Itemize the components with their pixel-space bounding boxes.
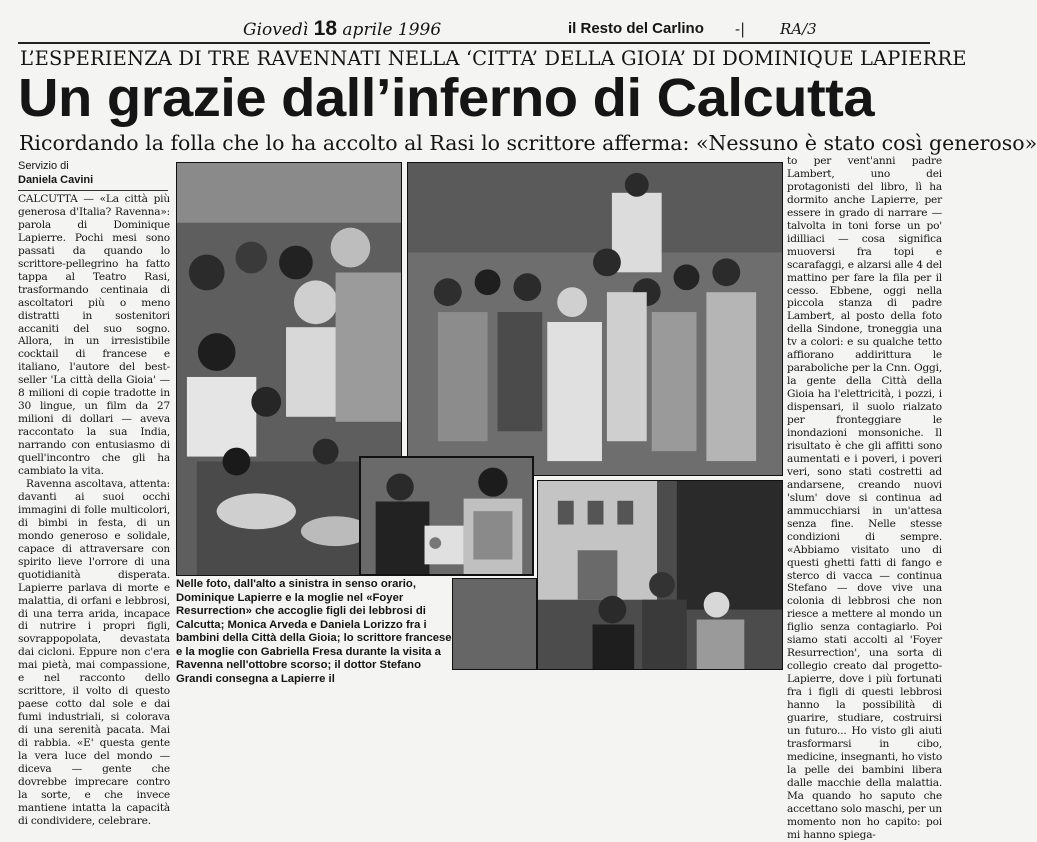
article-paragraph: CALCUTTA — «La città più generosa d'Italia? Ravenna»: parola di Dominique Lapierre. Pochi mesi sono passati da quando lo scrittore-pellegrino ha fatto tappa al Teatro Rasi, trasformando centinaia di ascoltatori più o meno distratti in sostenitori accaniti del suo sogno. Allora, in un irresistibile cocktail di francese e italiano, l'autore del best-seller 'La città della Gioia' — 8 milioni di copie tradotte in 30 lingue, un film da 27 milioni di dollari — aveva raccontato la sua India, narrando con entusiasmo di quell'incontro che gli ha cambiato la vita. (18, 193, 170, 478)
article-column-left (18, 193, 170, 827)
issue-date-number: 18 (313, 17, 338, 40)
article-paragraph: to per vent'anni padre Lambert, uno dei protagonisti del libro, lì ha dormito anche Lapierre, per essere in grado di narrare — talvolta in toni forse un po' idilliaci — cosa significa muoversi fra topi e scarafaggi, e alzarsi alle 4 del mattino per fare la fila per il cesso. Ebbene, oggi nella piccola stanza di padre Lambert, al posto della foto della Sindone, troneggia una tv a colori: e su qualche tetto affiorano addirittura le paraboliche per la Cnn. Oggi, la gente della Città della Gioia ha l'elettricità, i pozzi, i dispensari, il suolo rialzato per fronteggiare le inondazioni monsoniche. Il risultato è che gli affitti sono aumentati e i poveri, i poveri veri, sono stati costretti ad andarsene, creando nuovi 'slum' dove si continua ad ammucchiarsi in un'attesa senza fine. Nelle stesse condizioni di sempre. «Abbiamo visitato uno di questi ghetti fatti di fango e sterco di vacca — continua Stefano — dove vive una colonia di lebbrosi che non riesce a mettere al mondo un figlio senza contagiarlo. Poi siamo stati accolti al 'Foyer Resurrection', una sorta di collegio creato dal progetto-Lapierre, dove i più fortunati fra i figli di questi lebbrosi hanno la possibilità di guarire, studiare, costruirsi un futuro... Ho visto gli aiuti trasformarsi in cibo, medicine, insegnanti, ho visto la pelle dei bambini libera dalle macchie della malattia. Ma quando ho saputo che accettano solo maschi, per un momento non ho capito: poi mi hanno spiega- (787, 155, 942, 841)
page-header (0, 0, 949, 40)
photo-ravenna-visit-image (538, 481, 782, 669)
article-column-right (787, 155, 942, 841)
article-paragraph: Ravenna ascoltava, attenta: davanti ai suoi occhi immagini di folle multicolori, di bimbi in festa, di un mondo generoso e solidale, capace di attraversare con spirito lieve l'orrore di una quotidianità disperata. Lapierre parlava di morte e malattia, di orfani e lebbrosi, di una terra arida, incapace di nutrire i propri figli, sovrappopolata, devastata dai cicloni. Eppure non c'era mai pietà, mai compassione, e nel racconto dello scrittore, il volto di questo paese cotto dal sole e dai fumi industriali, si colorava di una serenità pacata. Mai di rabbia. «E' questa gente la vera luce del mondo — diceva — gente che dovrebbe imprecare contro la sorte, e che invece mantiene intatta la capacità di condividere, celebrare. (18, 477, 170, 827)
photo-donation-stefano-grandi (359, 456, 534, 576)
issue-date (243, 17, 441, 41)
header-separator: -| (735, 20, 746, 38)
photo-donation-stefano-grandi-image (361, 458, 532, 574)
photo-ravenna-visit (537, 480, 783, 670)
photo-ravenna-visit-lower-left (452, 578, 537, 670)
byline-rule (18, 190, 168, 191)
byline-label: Servizio di (18, 160, 69, 172)
photo-children-city-of-joy-image (408, 163, 782, 475)
byline-author: Daniela Cavini (18, 174, 94, 186)
issue-month-year: aprile 1996 (342, 20, 442, 40)
top-rule (18, 42, 930, 44)
article-headline: Un grazie dall’inferno di Calcutta (18, 68, 875, 128)
issue-day: Giovedì (243, 20, 309, 40)
newspaper-name: il Resto del Carlino (568, 20, 704, 37)
page-code: RA/3 (780, 20, 817, 38)
article-kicker: L’ESPERIENZA DI TRE RAVENNATI NELLA ‘CITTA’ DELLA GIOIA’ DI DOMINIQUE LAPIERRE (20, 47, 967, 70)
photo-children-city-of-joy (407, 162, 783, 476)
photo-caption: Nelle foto, dall'alto a sinistra in senso orario, Dominique Lapierre e la moglie nel «Foyer Resurrection» che accoglie figli dei lebbrosi di Calcutta; Monica Arveda e Daniela Lorizzo fra i bambini della Città della Gioia; lo scrittore francese e la moglie con Gabriella Fresa durante la visita a Ravenna nell'ottobre scorso; il dottor Stefano Grandi consegna a Lapierre il (176, 578, 452, 685)
article-deck: Ricordando la folla che lo ha accolto al Rasi lo scrittore afferma: «Nessuno è stato così generoso» (19, 131, 1037, 155)
